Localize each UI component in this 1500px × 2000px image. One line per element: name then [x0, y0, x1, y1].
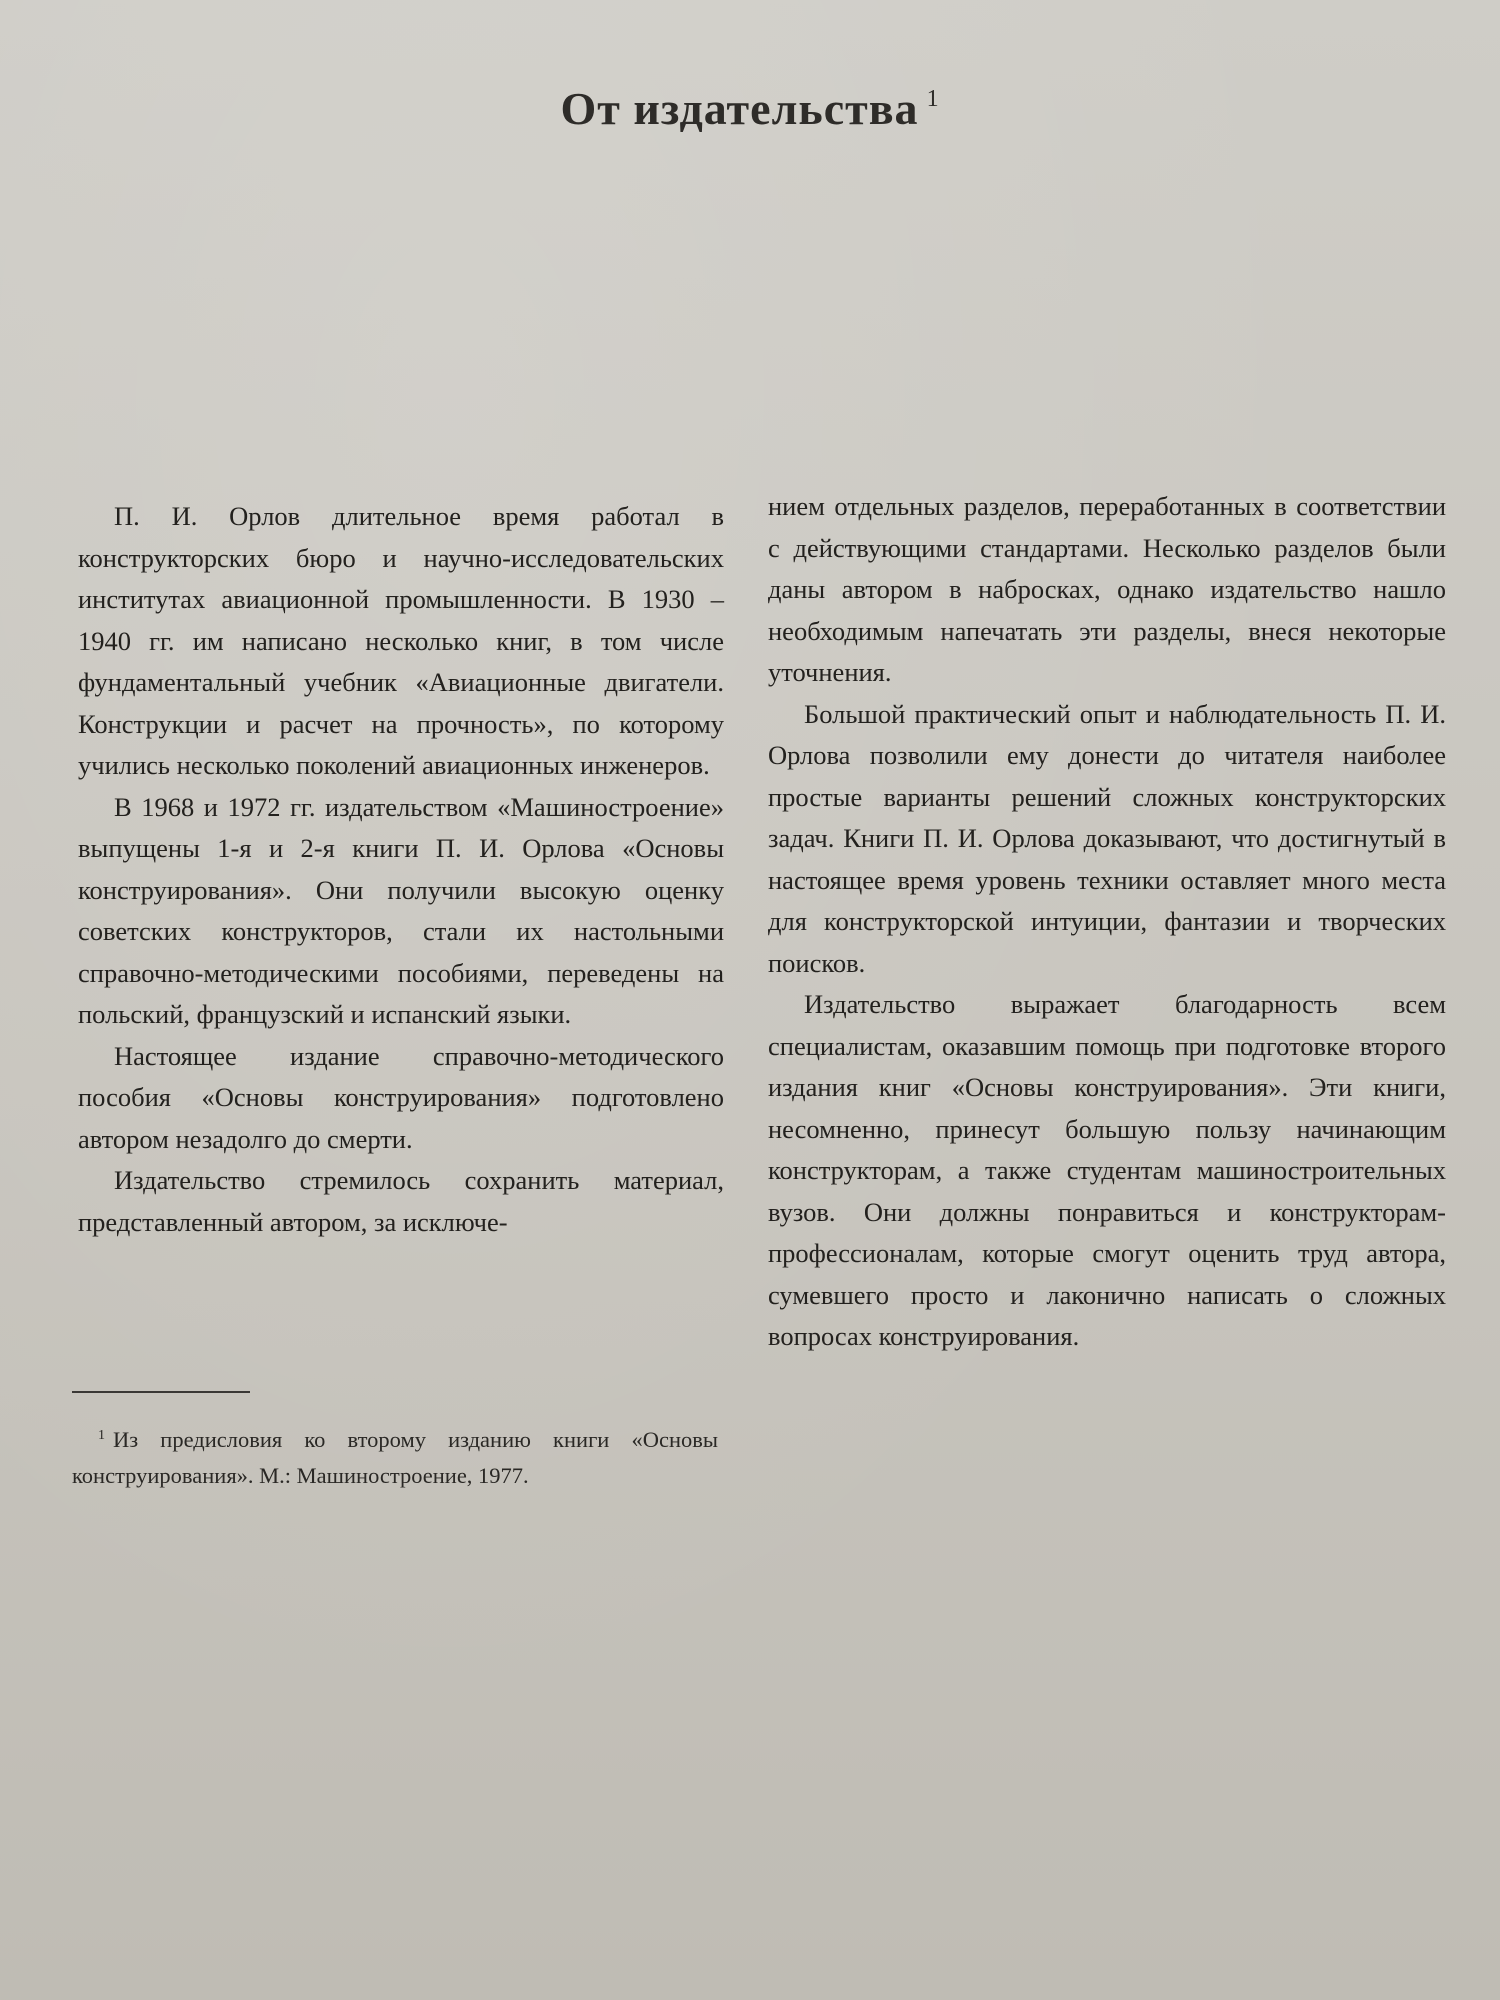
footnote-marker: 1 — [98, 1428, 105, 1443]
footnote-divider — [72, 1391, 250, 1393]
footnote-text: Из предисловия ко второму изданию книги «Основы конструирования». М.: Машиностроение, 1977. — [72, 1427, 718, 1488]
page-title-text: От издательства — [560, 83, 919, 134]
right-text-column — [768, 486, 1446, 1358]
page-title — [0, 82, 1500, 135]
paragraph: Настоящее издание справочно-методического пособия «Основы конструирования» подготовлено автором незадолго до смерти. — [78, 1040, 724, 1154]
left-text-column — [78, 496, 724, 1243]
paragraph: В 1968 и 1972 гг. издательством «Машиностроение» выпущены 1-я и 2-я книги П. И. Орлова «Основы конструирования». Они получили высокую оценку советских конструкторов, стали их настольными справочно-методическими пособиями, переведены на польский, французский и испанский языки. — [78, 791, 724, 1029]
paragraph: нием отдельных разделов, переработанных в соответствии с действующими стандартами. Несколько разделов были даны автором в набросках, однако издательство нашло необходимым напечатать эти разделы, внеся некоторые уточнения. — [768, 491, 1446, 687]
paragraph: Издательство стремилось сохранить материал, представленный автором, за исключе- — [78, 1165, 724, 1237]
paragraph: Большой практический опыт и наблюдательность П. И. Орлова позволили ему донести до читателя наиболее простые варианты решений сложных конструкторских задач. Книги П. И. Орлова доказывают, что достигнутый в настоящее время уровень техники оставляет много места для конструкторской интуиции, фантазии и творческих поисков. — [768, 698, 1446, 978]
paragraph: П. И. Орлов длительное время работал в конструкторских бюро и научно-исследовательских институтах авиационной промышленности. В 1930 – 1940 гг. им написано несколько книг, в том числе фундаментальный учебник «Авиационные двигатели. Конструкции и расчет на прочность», по которому учились несколько поколений авиационных инженеров. — [78, 501, 724, 780]
title-footnote-marker: 1 — [926, 86, 940, 112]
paragraph: Издательство выражает благодарность всем специалистам, оказавшим помощь при подготовке второго издания книг «Основы конструирования». Эти книги, несомненно, принесут большую пользу начинающим конструкторам, а также студентам машиностроительных вузов. Они должны понравиться и конструкторам-профессионалам, которые смогут оценить труд автора, сумевшего просто и лаконично написать о сложных вопросах конструирования. — [768, 989, 1446, 1351]
footnote — [72, 1418, 718, 1494]
